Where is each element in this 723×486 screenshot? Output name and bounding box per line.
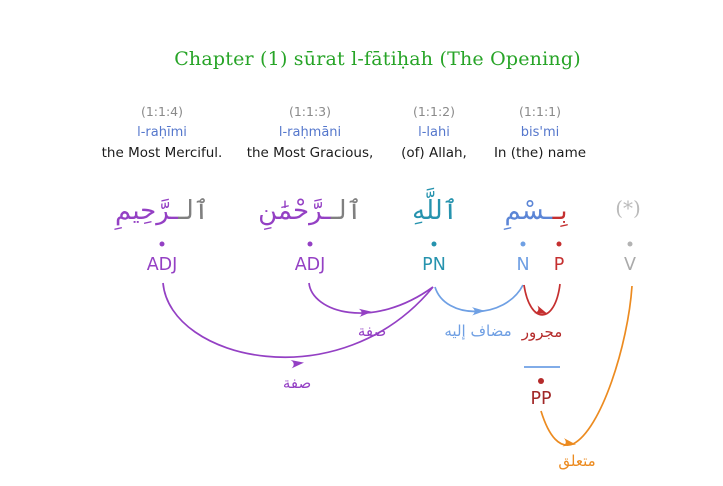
arabic-preposition-segment: بِـ: [552, 196, 568, 226]
arrowhead-mudaf-ilayh: [472, 307, 485, 316]
pos-tag-n[interactable]: N: [516, 255, 530, 275]
phrase-node-dot: [538, 378, 544, 384]
arabic-stem-segment: ـرَّحْمَٰنِ: [258, 196, 332, 226]
arrowhead-majrur: [534, 305, 549, 318]
arc-label-mutaallaq: متعلق: [558, 452, 596, 470]
word-translation: the Most Gracious,: [246, 145, 374, 161]
arc-mudaf-ilayh-pn-n: [435, 285, 523, 312]
arrowhead-sifah-1: [291, 358, 305, 368]
word-translation: In (the) name: [493, 145, 587, 161]
word-column-4: [77, 102, 247, 164]
arabic-word-alrahim[interactable]: [77, 192, 247, 230]
word-translation: the Most Merciful.: [101, 145, 223, 161]
node-dot-n: [521, 242, 526, 247]
arabic-stem-segment: ـسْمِ: [504, 196, 553, 226]
node-dot-pn: [432, 242, 437, 247]
word-transliteration-link[interactable]: l-lahi: [418, 125, 450, 140]
arc-mutaallaq-pp-v: [541, 286, 632, 445]
pos-tag-adj-2[interactable]: ADJ: [294, 255, 326, 275]
word-transliteration-link[interactable]: l-raḥmāni: [278, 125, 342, 140]
arc-sifah-adj2-to-pn: [309, 283, 433, 313]
arc-label-mudaf-ilayh: مضاف إليه: [444, 322, 512, 340]
arabic-determiner-segment: ٱلـ: [178, 196, 209, 226]
arabic-determiner-segment: ٱلـ: [331, 196, 362, 226]
pos-tag-pn[interactable]: PN: [422, 255, 446, 275]
arc-label-majrur: مجرور: [521, 323, 563, 341]
word-translation: (of) Allah,: [401, 145, 467, 161]
arabic-word-bismi[interactable]: [451, 192, 621, 230]
word-column-1: [455, 102, 625, 164]
elided-word-marker[interactable]: (*): [615, 196, 641, 220]
node-dot-v: [628, 242, 633, 247]
chapter-title: Chapter (1) sūrat l-fātiḥah (The Opening): [174, 48, 581, 70]
pos-tag-adj-1[interactable]: ADJ: [146, 255, 178, 275]
arabic-stem-segment: ـرَّحِيمِ: [115, 196, 179, 226]
node-dot-p: [557, 242, 562, 247]
arrowhead-sifah-2: [359, 308, 373, 318]
arrowhead-mutaallaq: [562, 438, 576, 449]
verse-ref: (1:1:1): [518, 104, 562, 119]
arc-label-sifah-2: صفة: [282, 374, 312, 392]
verse-ref: (1:1:2): [412, 104, 456, 119]
node-dot-adj-2: [308, 242, 313, 247]
pos-tag-v[interactable]: V: [624, 255, 636, 275]
phrase-tag-pp[interactable]: PP: [530, 389, 552, 409]
node-dot-adj-1: [160, 242, 165, 247]
word-transliteration-link[interactable]: l-raḥīmi: [137, 125, 187, 140]
pos-tag-p[interactable]: P: [553, 255, 565, 275]
arabic-stem-segment: ٱللَّهِ: [412, 196, 458, 226]
arc-label-sifah-1: صفة: [357, 322, 387, 340]
arc-sifah-adj1-to-pn: [163, 283, 433, 357]
arc-majrur-n-p: [524, 284, 560, 315]
verse-ref: (1:1:3): [288, 104, 332, 119]
word-transliteration-link[interactable]: bis'mi: [520, 125, 560, 140]
verse-ref: (1:1:4): [140, 104, 184, 119]
